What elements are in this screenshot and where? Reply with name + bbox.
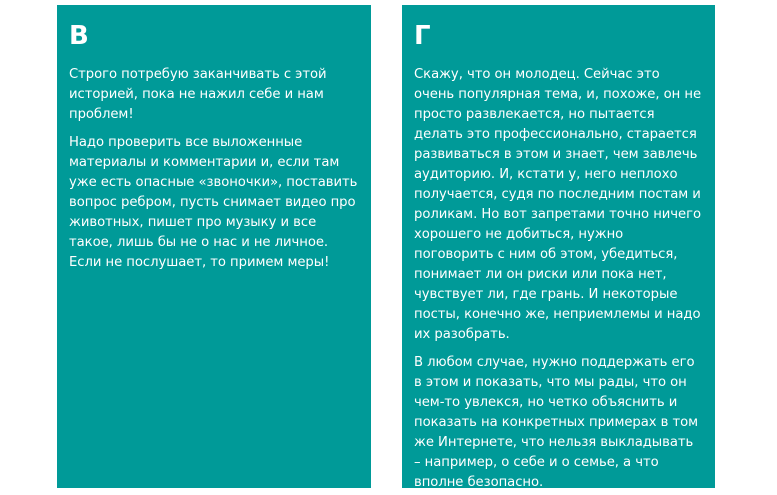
answer-card-g — [402, 5, 715, 488]
card-paragraph: Надо проверить все выложенные материалы и комментарии и, если там уже есть опасные «звоночки», поставить вопрос ребром, пусть снимает видео про животных, пишет про музыку и все такое, лишь бы не о нас и не личное. Если не послушает, то примем меры! — [69, 135, 358, 270]
answer-card-v — [57, 5, 371, 488]
card-paragraph: В любом случае, нужно поддержать его в этом и показать, что мы рады, что он чем-то увлекся, но четко объяснить и показать на конкретных примерах в том же Интернете, что нельзя выкладывать – например, о себе и о семье, а что вполне безопасно. — [414, 355, 699, 490]
card-letter: В — [69, 21, 89, 51]
card-letter: Г — [414, 21, 431, 51]
card-paragraph: Скажу, что он молодец. Сейчас это очень популярная тема, и, похоже, он не просто развлекается, но пытается делать это профессионально, старается развиваться в этом и знает, чем завлечь аудиторию. И, кстати у, него неплохо получается, судя по последним постам и роликам. Но вот запретами точно ничего хорошего не добиться, нужно поговорить с ним об этом, убедиться, понимает ли он риски или пока нет, чувствует ли, где грань. И некоторые посты, конечно же, неприемлемы и надо их разобрать. — [414, 67, 702, 342]
card-paragraph: Строго потребую заканчивать с этой историей, пока не нажил себе и нам проблем! — [69, 67, 327, 122]
